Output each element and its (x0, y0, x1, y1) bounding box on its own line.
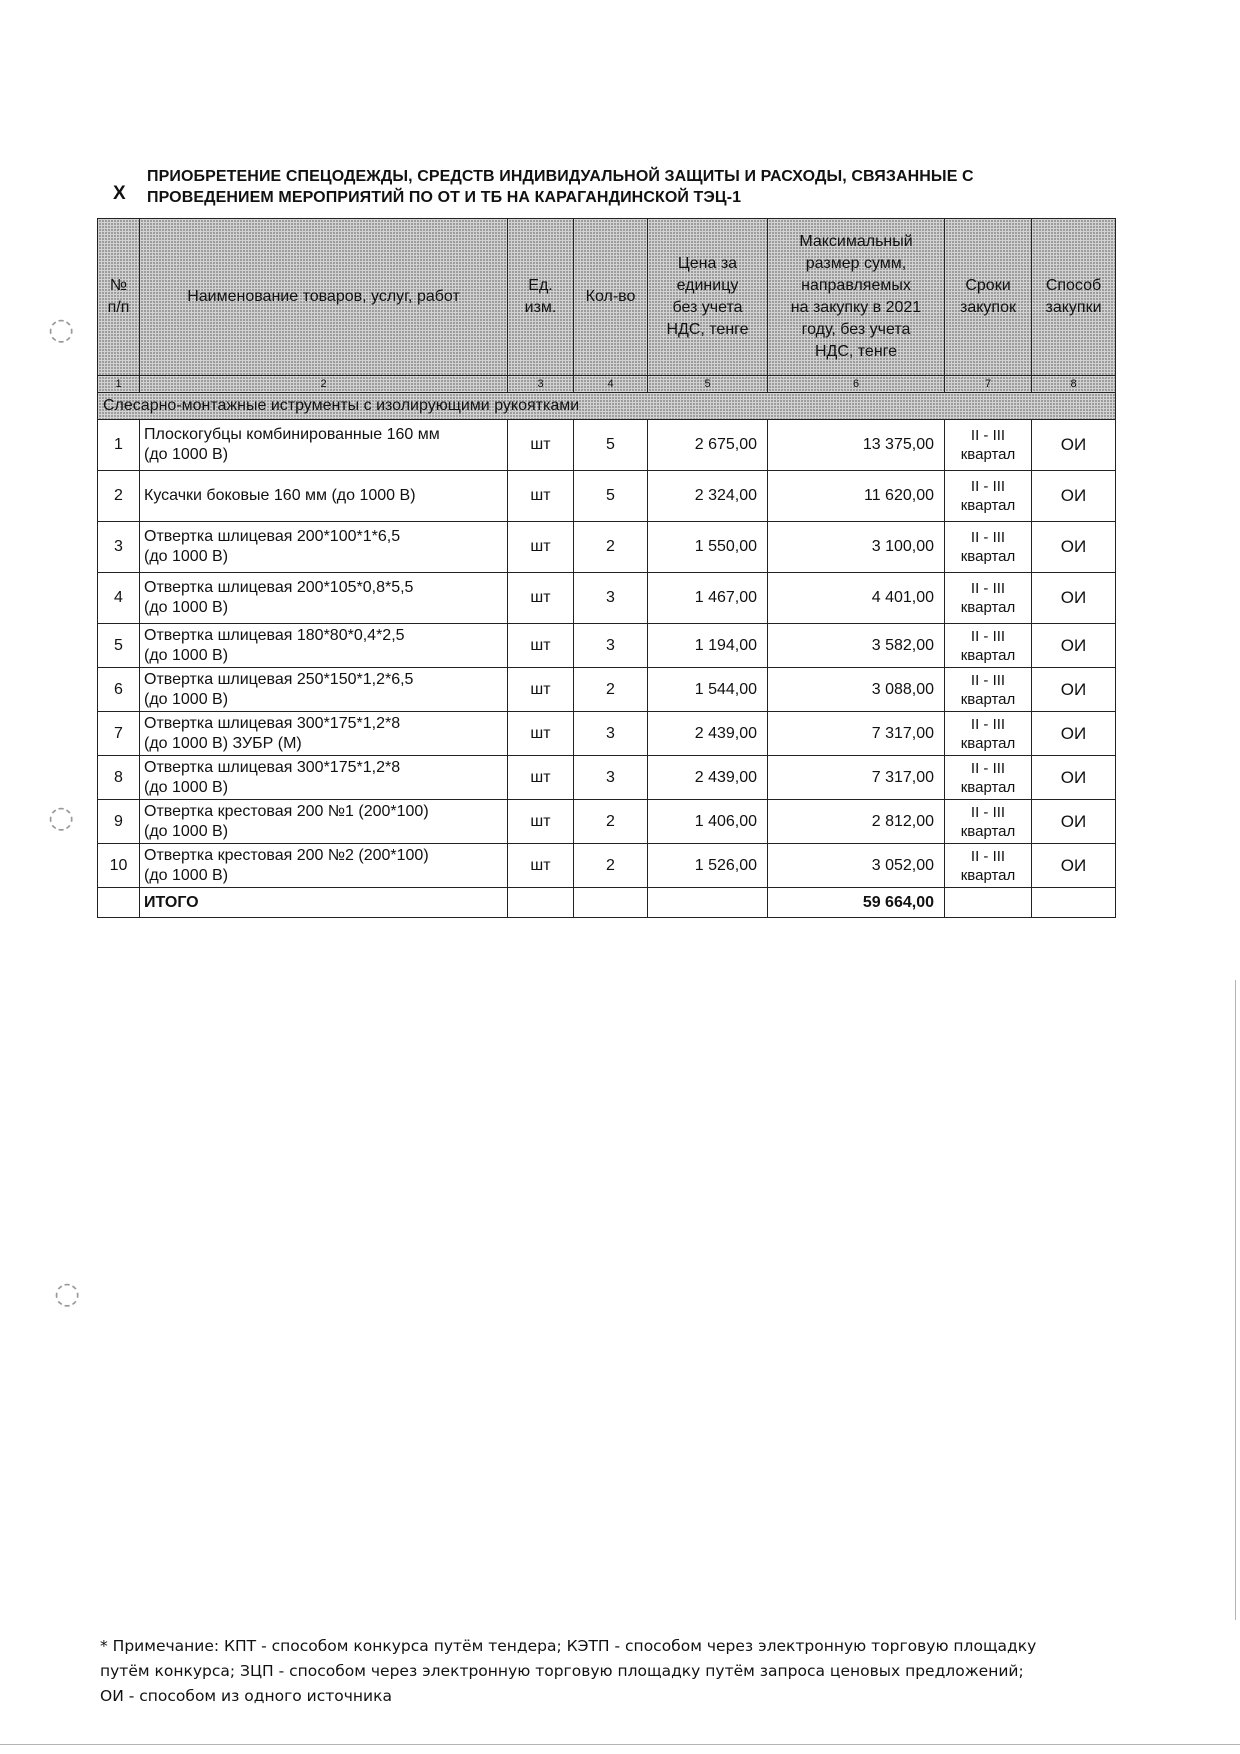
table-row (98, 420, 1116, 471)
header-name: Наименование товаров, услуг, работ (140, 219, 508, 376)
item-term (945, 756, 1032, 800)
item-method: ОИ (1032, 844, 1116, 888)
item-price: 1 194,00 (648, 624, 768, 668)
item-name-line: Кусачки боковые 160 мм (до 1000 В) (144, 487, 416, 504)
item-name-line: (до 1000 В) (144, 646, 229, 664)
item-unit: шт (508, 844, 574, 888)
item-unit: шт (508, 522, 574, 573)
item-price: 1 526,00 (648, 844, 768, 888)
item-name-line: Отвертка шлицевая 200*105*0,8*5,5 (144, 579, 414, 596)
item-name (140, 844, 508, 888)
column-number: 2 (140, 376, 508, 393)
item-term (945, 522, 1032, 573)
header-qty: Кол-во (574, 219, 648, 376)
term-line: II - III (970, 671, 1006, 689)
table-row (98, 712, 1116, 756)
item-term (945, 800, 1032, 844)
item-total: 4 401,00 (768, 573, 945, 624)
item-method: ОИ (1032, 420, 1116, 471)
term-line: II - III (970, 715, 1006, 733)
header-num: № п/п (98, 219, 140, 376)
empty-cell (98, 888, 140, 918)
item-term (945, 844, 1032, 888)
group-row (98, 393, 1116, 420)
punch-hole-mark: ◌ (48, 312, 75, 347)
row-number: 6 (98, 668, 140, 712)
item-price: 1 544,00 (648, 668, 768, 712)
item-unit: шт (508, 471, 574, 522)
table-row (98, 624, 1116, 668)
item-name (140, 522, 508, 573)
empty-cell (648, 888, 768, 918)
term-line: квартал (960, 778, 1016, 796)
item-qty: 5 (574, 420, 648, 471)
table-row (98, 756, 1116, 800)
column-number: 4 (574, 376, 648, 393)
term-line: II - III (970, 759, 1006, 777)
table-row (98, 844, 1116, 888)
term-line: квартал (960, 646, 1016, 664)
row-number: 7 (98, 712, 140, 756)
section-marker: X (113, 183, 126, 204)
term-line: квартал (960, 734, 1016, 752)
item-name-line: Отвертка шлицевая 300*175*1,2*8 (144, 714, 401, 732)
row-number: 10 (98, 844, 140, 888)
item-price: 1 550,00 (648, 522, 768, 573)
item-name-line: (до 1000 В) (144, 599, 229, 616)
footnote-line: путём конкурса; ЗЦП - способом через электронную торговую площадку путём запроса ценовых предложений; (100, 1662, 1024, 1680)
row-number: 4 (98, 573, 140, 624)
item-qty: 2 (574, 668, 648, 712)
item-unit: шт (508, 712, 574, 756)
item-name-line: Отвертка шлицевая 200*100*1*6,5 (144, 528, 401, 545)
table-row (98, 573, 1116, 624)
item-price: 1 406,00 (648, 800, 768, 844)
term-line: II - III (970, 803, 1006, 821)
punch-hole-mark: ◌ (48, 800, 75, 835)
section-title (147, 166, 1127, 208)
item-name (140, 471, 508, 522)
item-qty: 3 (574, 756, 648, 800)
column-number: 5 (648, 376, 768, 393)
group-title: Слесарно-монтажные иструменты с изолирующими рукоятками (98, 393, 1116, 420)
total-value: 59 664,00 (768, 888, 945, 918)
item-method: ОИ (1032, 800, 1116, 844)
empty-cell (1032, 888, 1116, 918)
term-line: II - III (970, 529, 1006, 546)
item-term (945, 624, 1032, 668)
item-price: 2 324,00 (648, 471, 768, 522)
item-total: 13 375,00 (768, 420, 945, 471)
header-unit: Ед. изм. (508, 219, 574, 376)
item-method: ОИ (1032, 624, 1116, 668)
item-term (945, 573, 1032, 624)
term-line: II - III (970, 580, 1006, 597)
item-price: 1 467,00 (648, 573, 768, 624)
item-total: 3 100,00 (768, 522, 945, 573)
item-price: 2 439,00 (648, 756, 768, 800)
item-name-line: (до 1000 В) (144, 548, 229, 565)
term-line: II - III (970, 478, 1006, 495)
item-method: ОИ (1032, 712, 1116, 756)
item-name-line: (до 1000 В) (144, 446, 229, 463)
item-unit: шт (508, 668, 574, 712)
row-number: 2 (98, 471, 140, 522)
term-line: квартал (960, 599, 1016, 616)
term-line: квартал (960, 446, 1016, 463)
term-line: квартал (960, 497, 1016, 514)
table-row (98, 800, 1116, 844)
item-unit: шт (508, 800, 574, 844)
header-method: Способ закупки (1032, 219, 1116, 376)
item-qty: 2 (574, 522, 648, 573)
item-total: 7 317,00 (768, 712, 945, 756)
item-name-line: Отвертка крестовая 200 №2 (200*100) (144, 846, 429, 864)
empty-cell (574, 888, 648, 918)
row-number: 9 (98, 800, 140, 844)
item-name-line: (до 1000 В) (144, 690, 229, 708)
empty-cell (508, 888, 574, 918)
term-line: II - III (970, 847, 1006, 865)
term-line: квартал (960, 822, 1016, 840)
row-number: 5 (98, 624, 140, 668)
footnote (100, 1634, 1140, 1709)
item-unit: шт (508, 420, 574, 471)
footnote-line: * Примечание: КПТ - способом конкурса путём тендера; КЭТП - способом через электронную торговую площадку (100, 1637, 1037, 1655)
item-name (140, 573, 508, 624)
column-number: 1 (98, 376, 140, 393)
item-price: 2 675,00 (648, 420, 768, 471)
column-number: 6 (768, 376, 945, 393)
item-name-line: Плоскогубцы комбинированные 160 мм (144, 426, 440, 443)
item-name (140, 624, 508, 668)
term-line: квартал (960, 690, 1016, 708)
item-qty: 2 (574, 800, 648, 844)
scan-edge-line (1235, 980, 1236, 1620)
item-unit: шт (508, 756, 574, 800)
item-unit: шт (508, 573, 574, 624)
total-row (98, 888, 1116, 918)
item-qty: 2 (574, 844, 648, 888)
item-name-line: (до 1000 В) (144, 866, 229, 884)
header-price: Цена за единицу без учета НДС, тенге (648, 219, 768, 376)
scan-edge-line (0, 1744, 1240, 1745)
total-label: ИТОГО (140, 888, 508, 918)
item-name-line: (до 1000 В) ЗУБР (М) (144, 734, 302, 752)
item-name-line: Отвертка крестовая 200 №1 (200*100) (144, 802, 429, 820)
item-qty: 3 (574, 712, 648, 756)
section-title-line: ПРОВЕДЕНИЕМ МЕРОПРИЯТИЙ ПО ОТ И ТБ НА КАРАГАНДИНСКОЙ ТЭЦ-1 (147, 189, 742, 206)
item-method: ОИ (1032, 573, 1116, 624)
item-method: ОИ (1032, 471, 1116, 522)
item-qty: 5 (574, 471, 648, 522)
item-term (945, 420, 1032, 471)
table-row (98, 668, 1116, 712)
term-line: квартал (960, 548, 1016, 565)
table-row (98, 522, 1116, 573)
term-line: II - III (970, 427, 1006, 444)
item-total: 3 088,00 (768, 668, 945, 712)
item-name-line: (до 1000 В) (144, 778, 229, 796)
item-total: 2 812,00 (768, 800, 945, 844)
column-number-row (98, 376, 1116, 393)
item-name (140, 800, 508, 844)
item-name (140, 712, 508, 756)
item-method: ОИ (1032, 668, 1116, 712)
term-line: квартал (960, 866, 1016, 884)
row-number: 1 (98, 420, 140, 471)
header-term: Сроки закупок (945, 219, 1032, 376)
row-number: 3 (98, 522, 140, 573)
header-total: Максимальный размер сумм, направляемых на закупку в 2021 году, без учета НДС, тенге (768, 219, 945, 376)
item-name (140, 420, 508, 471)
punch-hole-mark: ◌ (54, 1276, 81, 1311)
column-number: 3 (508, 376, 574, 393)
footnote-line: ОИ - способом из одного источника (100, 1687, 392, 1705)
item-method: ОИ (1032, 756, 1116, 800)
item-price: 2 439,00 (648, 712, 768, 756)
header-row (98, 219, 1116, 376)
item-term (945, 668, 1032, 712)
item-term (945, 712, 1032, 756)
item-term (945, 471, 1032, 522)
item-name-line: Отвертка шлицевая 300*175*1,2*8 (144, 758, 401, 776)
item-name-line: (до 1000 В) (144, 822, 229, 840)
item-qty: 3 (574, 624, 648, 668)
item-name (140, 668, 508, 712)
item-name (140, 756, 508, 800)
item-qty: 3 (574, 573, 648, 624)
procurement-table (97, 218, 1116, 918)
item-method: ОИ (1032, 522, 1116, 573)
column-number: 7 (945, 376, 1032, 393)
item-name-line: Отвертка шлицевая 250*150*1,2*6,5 (144, 670, 414, 688)
item-total: 3 582,00 (768, 624, 945, 668)
table-row (98, 471, 1116, 522)
item-total: 11 620,00 (768, 471, 945, 522)
column-number: 8 (1032, 376, 1116, 393)
item-total: 3 052,00 (768, 844, 945, 888)
row-number: 8 (98, 756, 140, 800)
term-line: II - III (970, 627, 1006, 645)
item-unit: шт (508, 624, 574, 668)
item-total: 7 317,00 (768, 756, 945, 800)
empty-cell (945, 888, 1032, 918)
section-title-line: ПРИОБРЕТЕНИЕ СПЕЦОДЕЖДЫ, СРЕДСТВ ИНДИВИДУАЛЬНОЙ ЗАЩИТЫ И РАСХОДЫ, СВЯЗАННЫЕ С (147, 168, 974, 185)
item-name-line: Отвертка шлицевая 180*80*0,4*2,5 (144, 626, 405, 644)
